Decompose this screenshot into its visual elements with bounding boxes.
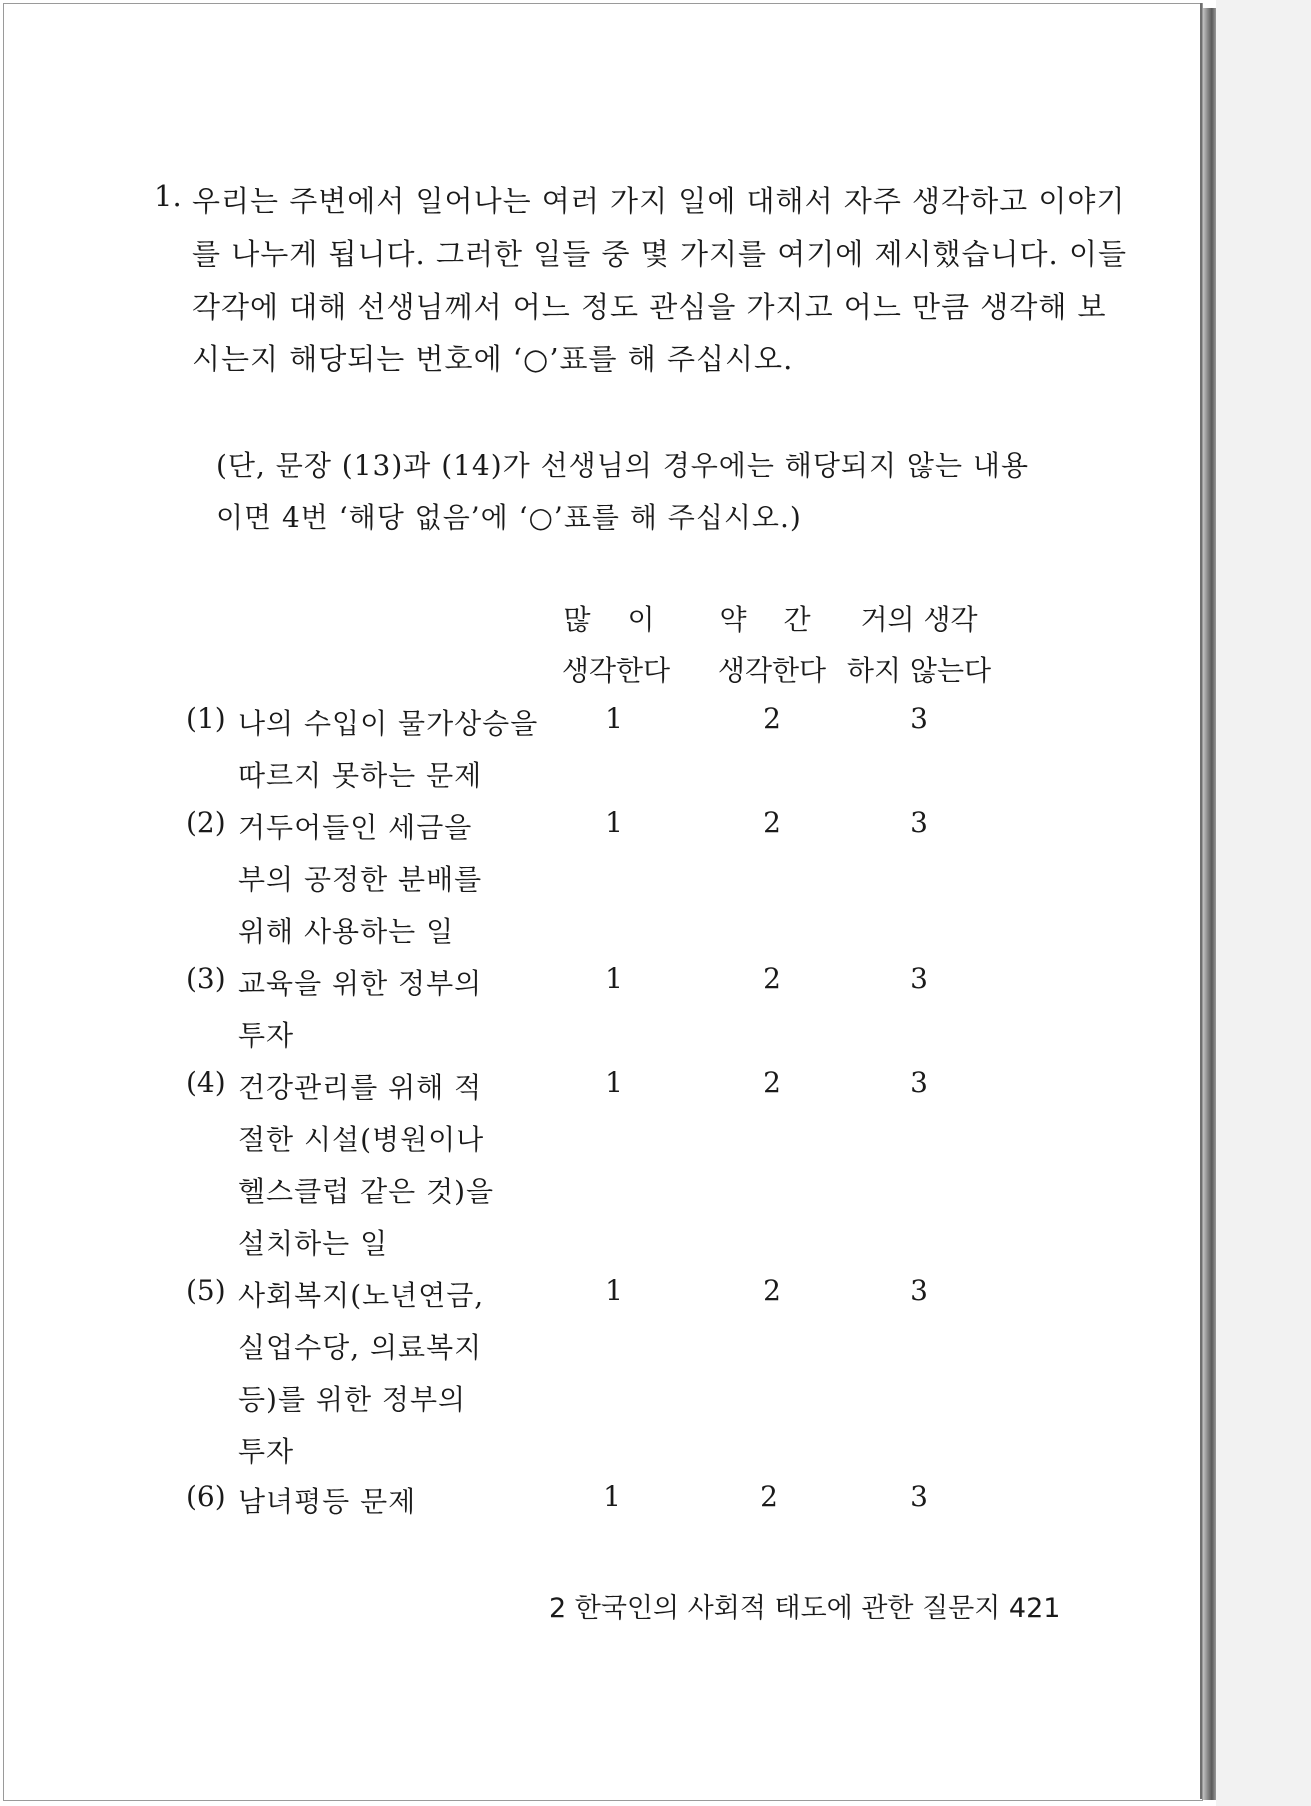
page-edge-line xyxy=(1200,3,1202,1799)
item-number: (1) xyxy=(186,702,226,735)
scale-header-2: 약 간 xyxy=(719,603,825,636)
item-text-line: 위해 사용하는 일 xyxy=(238,915,455,948)
item-text-line: 투자 xyxy=(238,1019,295,1052)
option-3[interactable]: 3 xyxy=(910,1480,928,1513)
option-1[interactable]: 1 xyxy=(605,1066,623,1099)
option-1[interactable]: 1 xyxy=(605,702,623,735)
option-2[interactable]: 2 xyxy=(763,1066,781,1099)
item-text-line: 부의 공정한 분배를 xyxy=(238,863,483,896)
item-text-line: 건강관리를 위해 적 xyxy=(238,1071,483,1104)
option-3[interactable]: 3 xyxy=(910,962,928,995)
scale-header-3: 거의 생각 xyxy=(860,603,978,636)
item-number: (2) xyxy=(186,806,226,839)
question-text-line: 각각에 대해 선생님께서 어느 정도 관심을 가지고 어느 만큼 생각해 보 xyxy=(192,290,1107,324)
page-footer: 2 한국인의 사회적 태도에 관한 질문지 421 xyxy=(549,1593,1061,1624)
item-text-line: 설치하는 일 xyxy=(238,1227,389,1260)
item-number: (5) xyxy=(186,1274,226,1307)
note-text-line: 이면 4번 ‘해당 없음’에 ‘○’표를 해 주십시오.) xyxy=(216,501,802,534)
option-3[interactable]: 3 xyxy=(910,806,928,839)
note-text-line: (단, 문장 (13)과 (14)가 선생님의 경우에는 해당되지 않는 내용 xyxy=(216,449,1029,482)
option-3[interactable]: 3 xyxy=(910,702,928,735)
option-2[interactable]: 2 xyxy=(763,806,781,839)
item-text-line: 투자 xyxy=(238,1435,295,1468)
item-text-line: 실업수당, 의료복지 xyxy=(238,1331,483,1364)
option-3[interactable]: 3 xyxy=(910,1066,928,1099)
item-text-line: 나의 수입이 물가상승을 xyxy=(238,707,539,740)
option-3[interactable]: 3 xyxy=(910,1274,928,1307)
option-1[interactable]: 1 xyxy=(605,1274,623,1307)
question-text-line: 우리는 주변에서 일어나는 여러 가지 일에 대해서 자주 생각하고 이야기 xyxy=(192,184,1126,218)
document-page xyxy=(3,3,1203,1801)
option-2[interactable]: 2 xyxy=(763,1274,781,1307)
item-text-line: 따르지 못하는 문제 xyxy=(238,759,483,792)
option-1[interactable]: 1 xyxy=(605,806,623,839)
question-text-line: 를 나누게 됩니다. 그러한 일들 중 몇 가지를 여기에 제시했습니다. 이들 xyxy=(192,237,1128,271)
item-text-line: 등)를 위한 정부의 xyxy=(238,1383,467,1416)
option-2[interactable]: 2 xyxy=(763,962,781,995)
item-text-line: 헬스클럽 같은 것)을 xyxy=(238,1175,495,1208)
item-text-line: 사회복지(노년연금, xyxy=(238,1279,485,1312)
scale-header-2-sub: 생각한다 xyxy=(717,654,827,687)
item-text-line: 남녀평등 문제 xyxy=(238,1485,417,1518)
background-margin xyxy=(1216,0,1311,1806)
item-text-line: 교육을 위한 정부의 xyxy=(238,967,483,1000)
item-number: (4) xyxy=(186,1066,226,1099)
scale-header-1-sub: 생각한다 xyxy=(561,654,671,687)
option-2[interactable]: 2 xyxy=(763,702,781,735)
item-number: (6) xyxy=(186,1480,226,1513)
option-1[interactable]: 1 xyxy=(603,1480,621,1513)
page-edge xyxy=(1202,8,1216,1800)
item-text-line: 거두어들인 세금을 xyxy=(238,811,473,844)
item-text-line: 절한 시설(병원이나 xyxy=(238,1123,485,1156)
scale-header-1: 많 이 xyxy=(563,603,669,636)
scale-header-3-sub: 하지 않는다 xyxy=(846,654,992,687)
question-text-line: 시는지 해당되는 번호에 ‘○’표를 해 주십시오. xyxy=(192,342,794,376)
option-2[interactable]: 2 xyxy=(760,1480,778,1513)
item-number: (3) xyxy=(186,962,226,995)
option-1[interactable]: 1 xyxy=(605,962,623,995)
question-number: 1. xyxy=(154,179,182,213)
